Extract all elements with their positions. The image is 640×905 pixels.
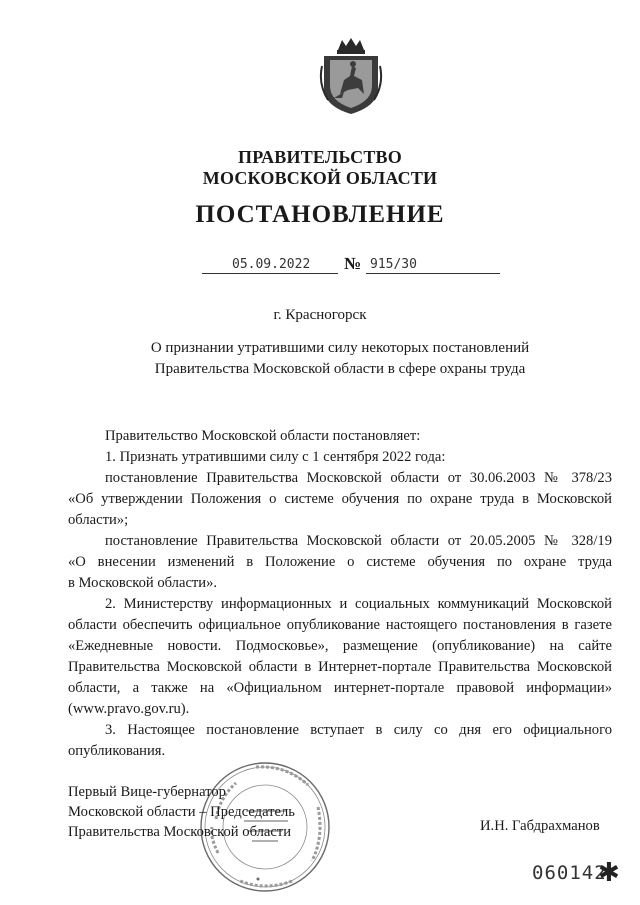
body-line: области обеспечить официальное опубликование настоящего постановления в газете <box>68 617 612 633</box>
body-line: в Московской области». <box>68 575 218 591</box>
document-subject <box>0 338 640 380</box>
org-line-1: ПРАВИТЕЛЬСТВО <box>238 147 402 167</box>
subject-line-1: О признании утратившими силу некоторых постановлений <box>150 340 530 356</box>
body-line: 2. Министерству информационных и социальных коммуникаций Московской <box>105 596 612 612</box>
body-line: постановление Правительства Московской области от 20.05.2005 № 328/19 <box>105 533 612 549</box>
signer-name: И.Н. Габдрахманов <box>480 818 600 834</box>
document-date: 05.09.2022 <box>232 257 311 272</box>
signature-title-line-3: Правительства Московской области <box>68 824 292 840</box>
body-line: «Ежедневные новости. Подмосковье», размещение (опубликование) на сайте <box>68 638 612 654</box>
coat-of-arms-emblem <box>318 36 384 116</box>
org-line-2: МОСКОВСКОЙ ОБЛАСТИ <box>202 168 438 188</box>
date-underline <box>202 273 338 274</box>
body-line: опубликования. <box>68 743 166 759</box>
asterisk-mark: ✱ <box>598 858 620 888</box>
signature-title-line-2: Московской области – Председатель <box>68 804 295 820</box>
signature-title-line-1: Первый Вице-губернатор <box>68 784 226 800</box>
body-line: Правительство Московской области постановляет: <box>105 428 421 444</box>
number-underline <box>366 273 500 274</box>
document-number: 915/30 <box>370 257 417 272</box>
subject-line-2: Правительства Московской области в сфере охраны труда <box>154 361 526 377</box>
body-line: «Об утверждении Положения о системе обучения по охране труда в Московской <box>68 491 612 507</box>
body-line: области, а также на «Официальном интернет-портале правовой информации» <box>68 680 612 696</box>
body-line: 3. Настоящее постановление вступает в силу со дня его официального <box>105 722 612 738</box>
signature-block <box>68 782 295 842</box>
body-line: Правительства Московской области в Интернет-портале Правительства Московской <box>68 659 612 675</box>
body-line: постановление Правительства Московской области от 30.06.2003 № 378/23 <box>105 470 612 486</box>
body-line: области»; <box>68 512 129 528</box>
number-sign: № <box>344 254 362 273</box>
organization-name <box>0 147 640 189</box>
document-body <box>68 426 612 762</box>
city-name: г. Красногорск <box>273 307 367 323</box>
document-code: 060142 <box>532 862 607 884</box>
body-line: (www.pravo.gov.ru). <box>68 701 190 717</box>
body-line: «О внесении изменений в Положение о системе обучения по охране труда <box>68 554 612 570</box>
document-type-title: ПОСТАНОВЛЕНИЕ <box>195 201 445 228</box>
body-line: 1. Признать утратившими силу с 1 сентября 2022 года: <box>105 449 446 465</box>
date-number-line <box>202 254 502 276</box>
